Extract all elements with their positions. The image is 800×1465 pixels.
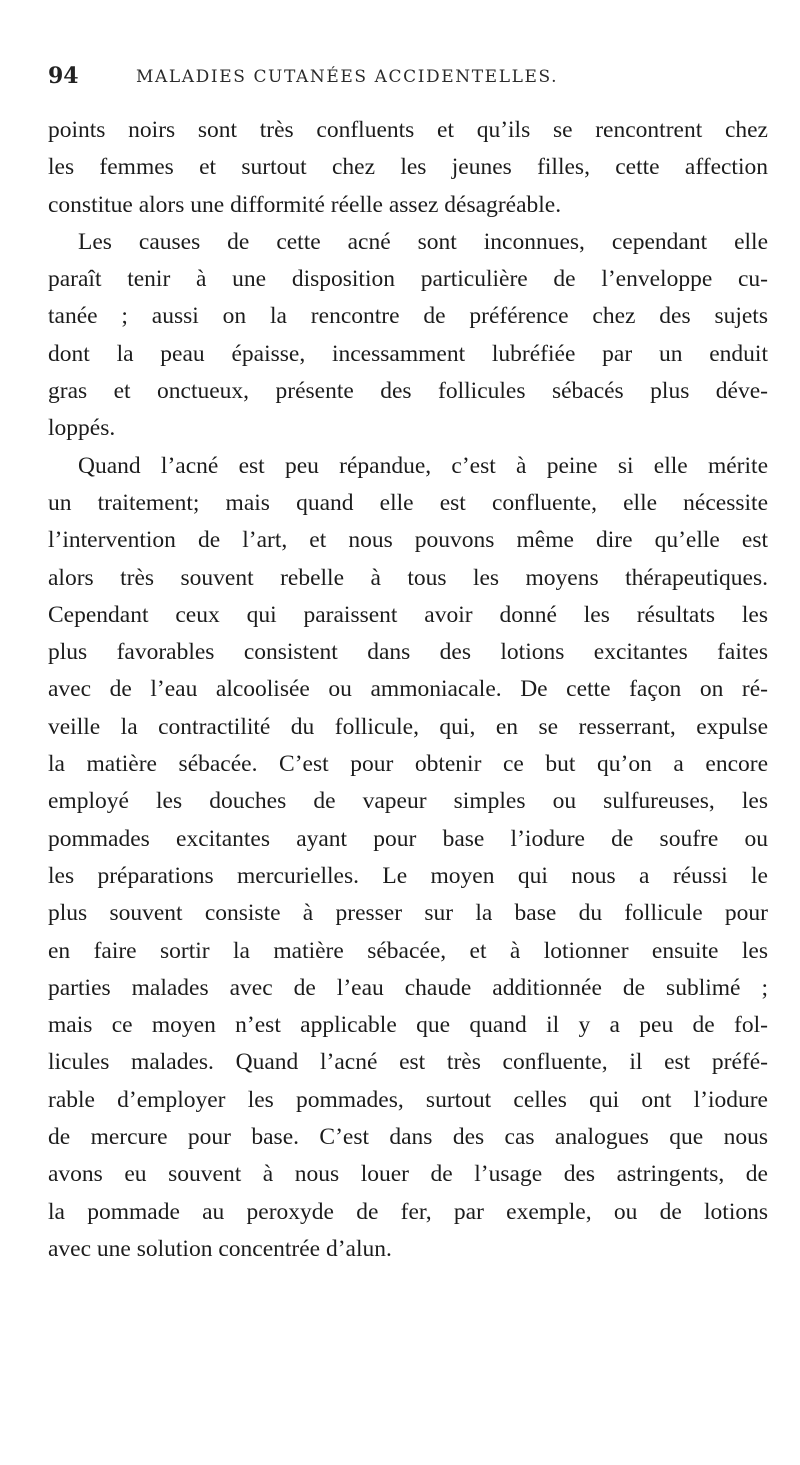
text-line: plus favorables consistent dans des lotions excitantes faites — [48, 639, 768, 666]
paragraph-start-line: Quand l’acné est peu répandue, c’est à peine si elle mérite — [78, 452, 768, 479]
text-line: pommades excitantes ayant pour base l’iodure de soufre ou — [48, 825, 768, 852]
text-line: avons eu souvent à nous louer de l’usage des astringents, de — [48, 1161, 768, 1188]
text-line: un traitement; mais quand elle est confluente, elle nécessite — [48, 489, 768, 516]
text-line: avec de l’eau alcoolisée ou ammoniacale. De cette façon on ré- — [48, 676, 768, 703]
text-line: la pommade au peroxyde de fer, par exemple, ou de lotions — [48, 1198, 768, 1225]
text-line: loppés. — [48, 415, 116, 442]
text-line: points noirs sont très confluents et qu’ils se rencontrent chez — [48, 117, 768, 143]
text-line: employé les douches de vapeur simples ou sulfureuses, les — [48, 788, 768, 815]
text-line: les préparations mercurielles. Le moyen qui nous a réussi le — [48, 862, 768, 889]
text-line: Cependant ceux qui paraissent avoir donné les résultats les — [48, 601, 768, 628]
text-line: parties malades avec de l’eau chaude additionnée de sublimé ; — [48, 974, 768, 1001]
text-line: mais ce moyen n’est applicable que quand il y a peu de fol- — [48, 1012, 768, 1039]
text-line: la matière sébacée. C’est pour obtenir ce but qu’on a encore — [48, 751, 768, 778]
text-line: licules malades. Quand l’acné est très confluente, il est préfé- — [48, 1049, 768, 1076]
body-text — [48, 112, 768, 1268]
page-number: 94 — [48, 63, 79, 89]
text-line: dont la peau épaisse, incessamment lubréfiée par un enduit — [48, 340, 768, 367]
text-line: gras et onctueux, présente des follicules sébacés plus déve- — [48, 378, 768, 405]
page-header — [48, 63, 768, 93]
text-line: l’intervention de l’art, et nous pouvons même dire qu’elle est — [48, 527, 768, 554]
running-title: MALADIES CUTANÉES ACCIDENTELLES. — [136, 67, 559, 87]
text-line: plus souvent consiste à presser sur la base du follicule pour — [48, 900, 768, 927]
text-line: constitue alors une difformité réelle assez désagréable. — [48, 191, 562, 218]
text-line: tanée ; aussi on la rencontre de préférence chez des sujets — [48, 303, 768, 330]
text-line: de mercure pour base. C’est dans des cas analogues que nous — [48, 1124, 768, 1151]
text-line: paraît tenir à une disposition particulière de l’enveloppe cu- — [48, 266, 768, 293]
text-line: alors très souvent rebelle à tous les moyens thérapeutiques. — [48, 564, 768, 591]
text-line: veille la contractilité du follicule, qui, en se resserrant, expulse — [48, 713, 768, 740]
text-line: avec une solution concentrée d’alun. — [48, 1235, 392, 1262]
paragraph-start-line: Les causes de cette acné sont inconnues, cependant elle — [78, 228, 768, 255]
text-line: rable d’employer les pommades, surtout celles qui ont l’iodure — [48, 1086, 768, 1113]
text-line: les femmes et surtout chez les jeunes filles, cette affection — [48, 154, 768, 181]
text-line: en faire sortir la matière sébacée, et à lotionner ensuite les — [48, 937, 768, 964]
